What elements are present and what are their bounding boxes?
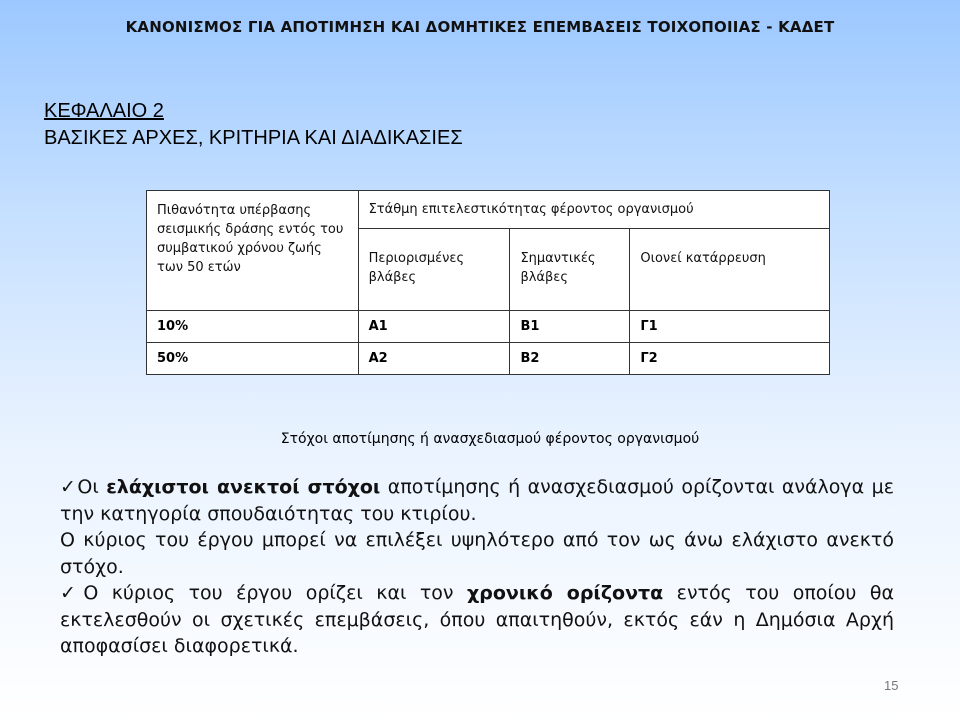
checkmark-icon: ✓ — [60, 476, 78, 498]
paragraph: Ο κύριος του έργου μπορεί να επιλέξει υψηλότερο από τον ως άνω ελάχιστο ανεκτό στόχο. — [60, 529, 894, 578]
bullet-paragraph — [60, 580, 894, 660]
table-cell: Γ2 — [630, 343, 830, 375]
table-caption: Στόχοι αποτίμησης ή ανασχεδιασμού φέροντος οργανισμού — [280, 431, 700, 447]
chapter-number: ΚΕΦΑΛΑΙΟ 2 — [44, 100, 164, 122]
table-cell: Β1 — [510, 311, 630, 343]
column-header-cell: Οιονεί κατάρρευση — [630, 229, 830, 311]
text-run: αποτίμησης ή ανασχεδιασμού ορίζονται ανάλογα με την κατηγορία σπουδαιότητας του κτιρίου. — [60, 476, 895, 525]
emphasis-text: ελάχιστοι ανεκτοί στόχοι — [106, 476, 381, 498]
table-header-row — [147, 191, 830, 229]
table-cell: Α1 — [358, 311, 510, 343]
emphasis-text: χρονικό ορίζοντα — [466, 582, 664, 604]
table-cell: Γ1 — [630, 311, 830, 343]
text-run: Οι — [77, 476, 107, 498]
table-cell-probability: 10% — [147, 311, 359, 343]
column-header-cell: Περιορισμένες βλάβες — [358, 229, 510, 311]
table-row — [147, 343, 830, 375]
body-text — [60, 474, 894, 660]
text-run: εντός του οποίου θα εκτελεσθούν οι σχετικές επεμβάσεις, όπου απαιτηθούν, εκτός εάν η Δημόσια Αρχή αποφασίσει διαφορετικά. — [60, 582, 895, 657]
slide-header: ΚΑΝΟΝΙΣΜΟΣ ΓΙΑ ΑΠΟΤΙΜΗΣΗ ΚΑΙ ΔΟΜΗΤΙΚΕΣ ΕΠΕΜΒΑΣΕΙΣ ΤΟΙΧΟΠΟΙΙΑΣ - ΚΑΔΕΤ — [125, 18, 835, 36]
column-header-cell: Σημαντικές βλάβες — [510, 229, 630, 311]
table-cell: Α2 — [358, 343, 510, 375]
performance-table — [146, 190, 830, 375]
chapter-title: ΒΑΣΙΚΕΣ ΑΡΧΕΣ, ΚΡΙΤΗΡΙΑ ΚΑΙ ΔΙΑΔΙΚΑΣΙΕΣ — [44, 127, 463, 149]
table-cell: Β2 — [510, 343, 630, 375]
page-number: 15 — [884, 678, 899, 693]
group-header-cell: Στάθμη επιτελεστικότητας φέροντος οργανισμού — [358, 191, 829, 229]
table-row — [147, 311, 830, 343]
chapter-heading — [44, 98, 463, 152]
checkmark-icon: ✓ — [60, 582, 84, 604]
bullet-paragraph — [60, 474, 894, 527]
row-header-cell: Πιθανότητα υπέρβασης σεισμικής δράσης εντός του συμβατικού χρόνου ζωής των 50 ετών — [147, 191, 359, 311]
table-cell-probability: 50% — [147, 343, 359, 375]
text-run: Ο κύριος του έργου ορίζει και τον — [83, 582, 467, 604]
